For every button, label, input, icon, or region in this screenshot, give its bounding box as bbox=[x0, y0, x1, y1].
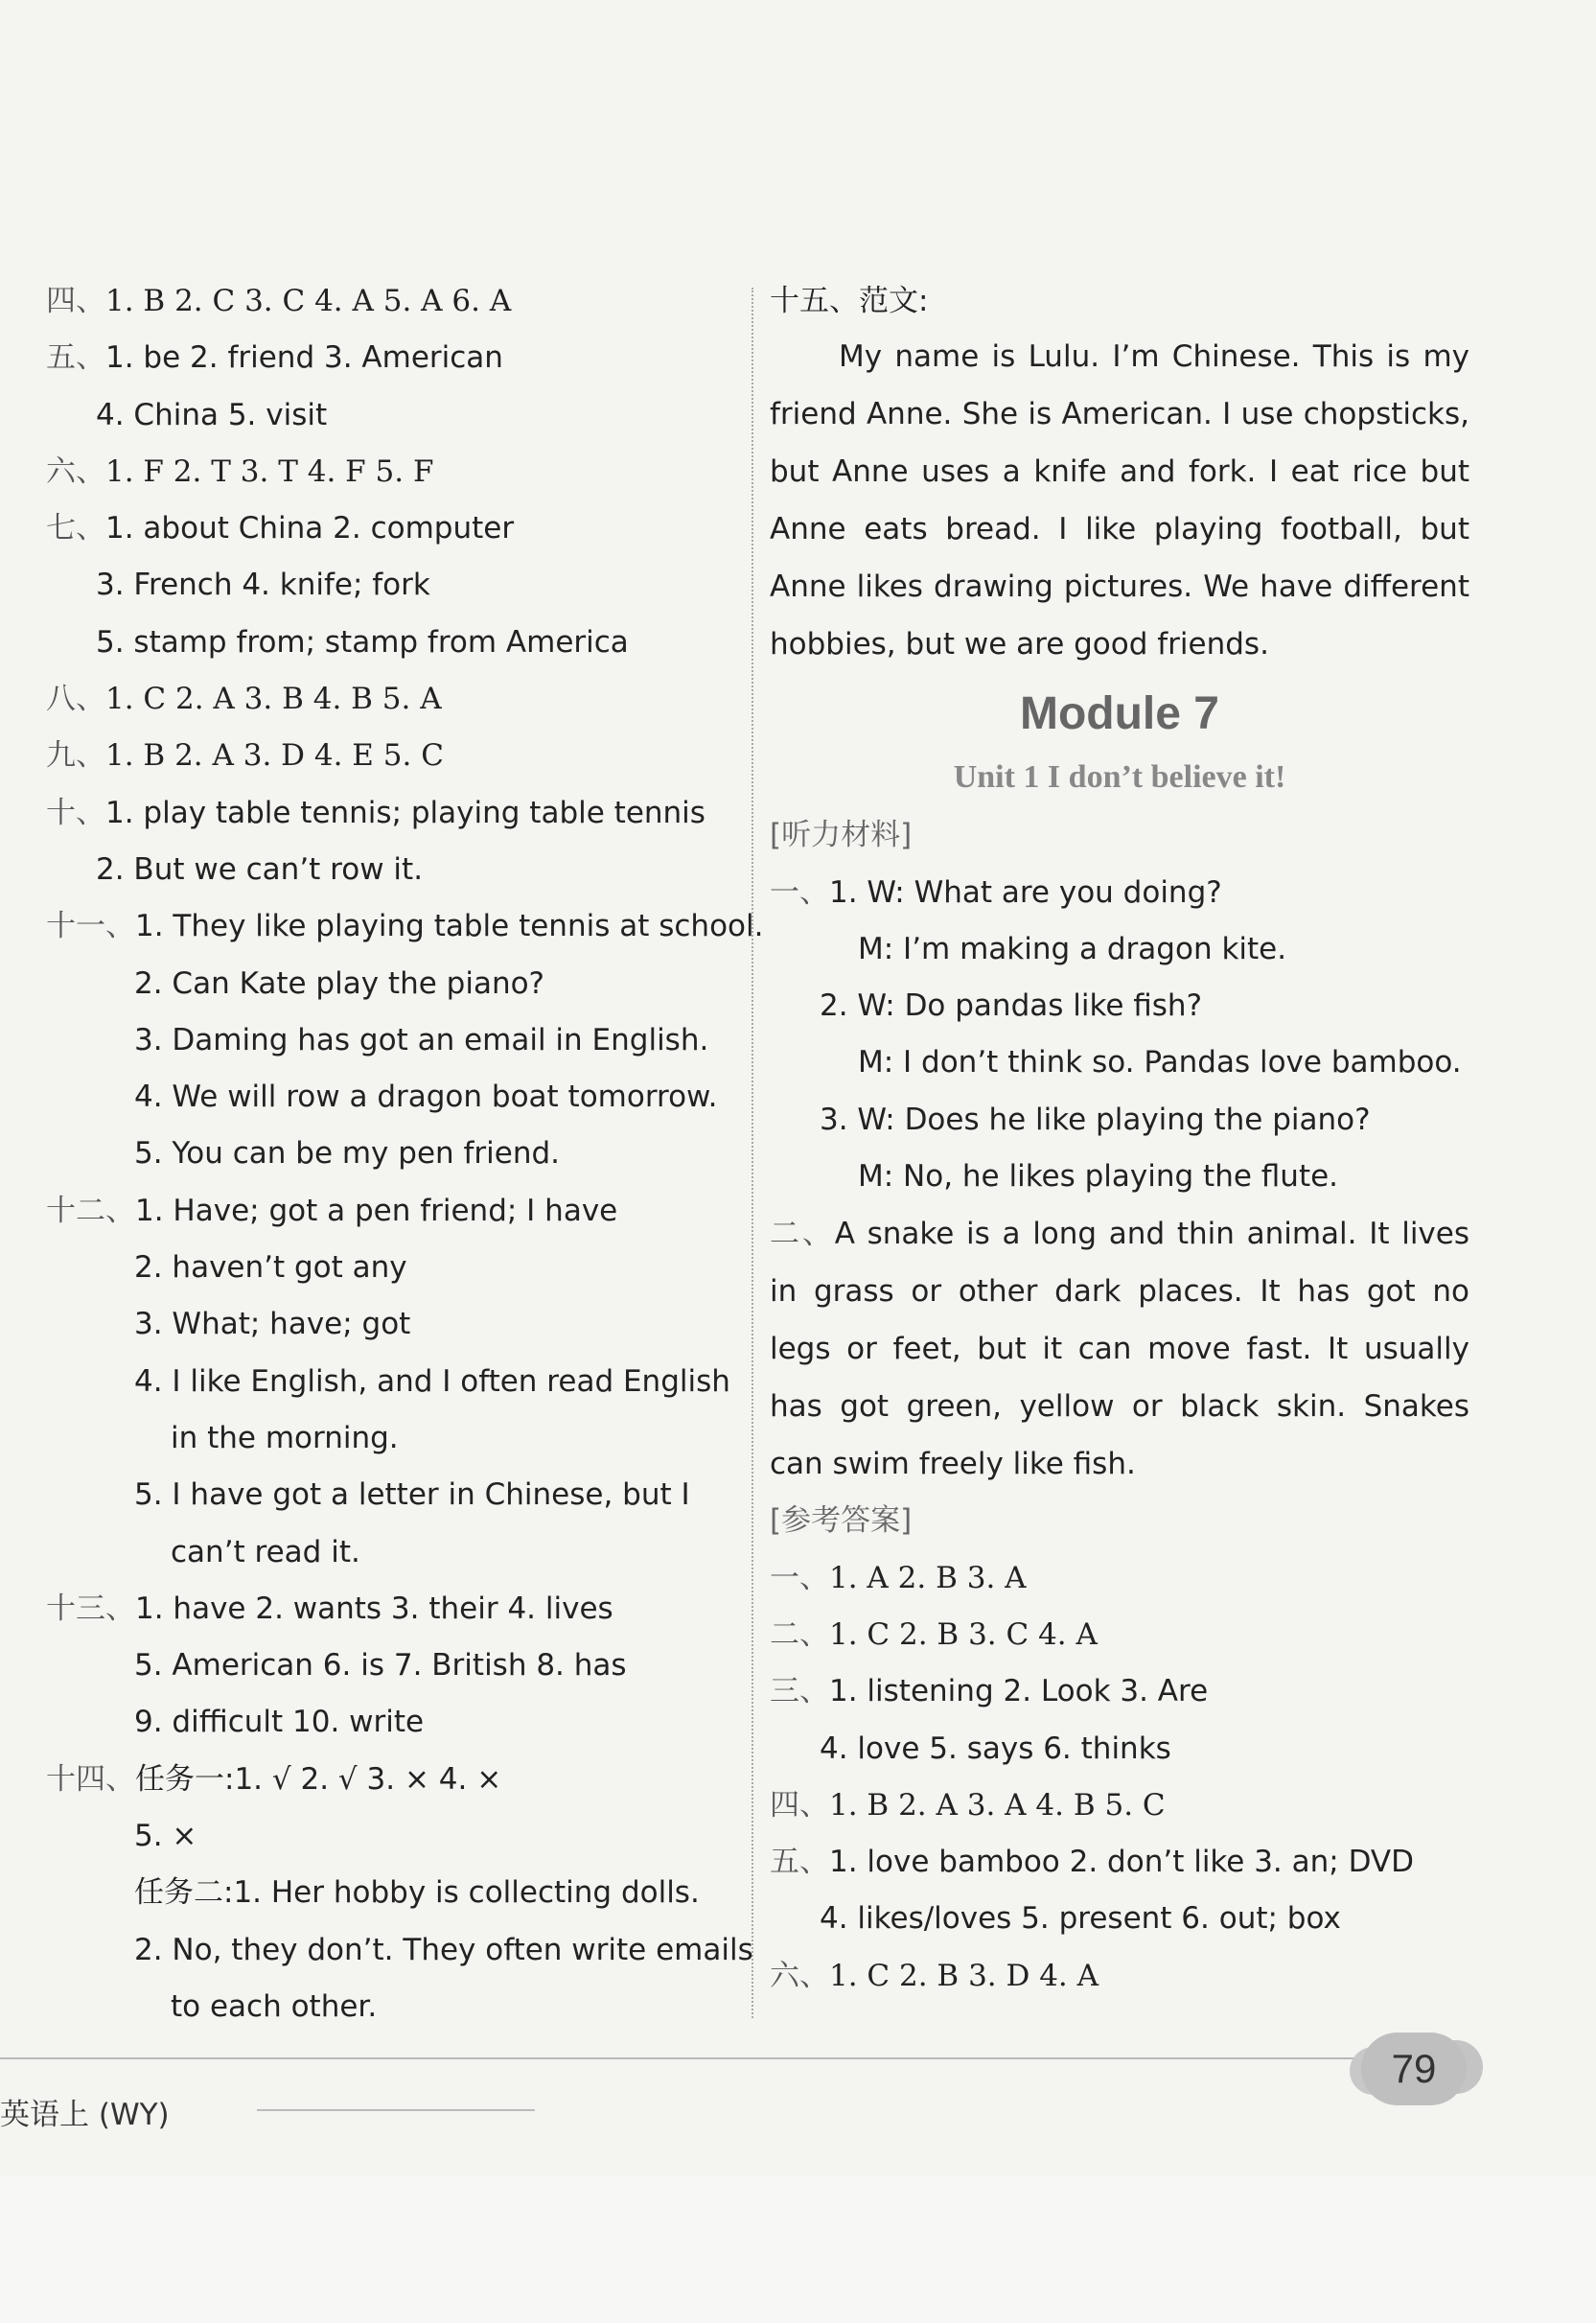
answer-line-text: 4. I like English, and I often read English bbox=[134, 1363, 730, 1399]
answer-line bbox=[46, 1069, 736, 1126]
key-line bbox=[770, 1663, 1469, 1720]
answer-line bbox=[46, 330, 736, 386]
column-divider bbox=[752, 288, 753, 2018]
right-column bbox=[770, 273, 1469, 2005]
answer-line bbox=[46, 1524, 736, 1581]
answer-line-text: 1. have 2. wants 3. their 4. lives bbox=[135, 1591, 613, 1626]
answer-line-label: 四、 bbox=[46, 284, 105, 318]
key-line-text: 1. B 2. A 3. A 4. B 5. C bbox=[829, 1787, 1166, 1823]
key-line-text: 1. listening 2. Look 3. Are bbox=[829, 1674, 1209, 1709]
listening-line-text: 2. W: Do pandas like fish? bbox=[820, 988, 1203, 1024]
answer-line-text: 任务二:1. Her hobby is collecting dolls. bbox=[134, 1875, 700, 1911]
answer-line-label: 七、 bbox=[46, 511, 105, 546]
answer-line-label: 十二、 bbox=[46, 1193, 135, 1228]
answer-line bbox=[46, 1410, 736, 1467]
answer-line-text: 2. No, they don’t. They often write emails bbox=[134, 1932, 753, 1967]
answer-line-label: 八、 bbox=[46, 682, 105, 717]
listening-line bbox=[770, 865, 1469, 921]
key-line-label: 五、 bbox=[770, 1845, 829, 1880]
listening-line-text: M: I’m making a dragon kite. bbox=[858, 931, 1287, 966]
answer-line bbox=[46, 1865, 736, 1921]
answer-line bbox=[46, 842, 736, 898]
key-line-text: 1. love bamboo 2. don’t like 3. an; DVD bbox=[829, 1845, 1414, 1880]
answer-line-text: 1. B 2. A 3. D 4. E 5. C bbox=[105, 738, 444, 774]
key-line bbox=[770, 1834, 1469, 1891]
footer-book-label: 英语上 (WY) bbox=[0, 2098, 170, 2132]
listening-line bbox=[770, 1092, 1469, 1149]
answer-line-text: 1. about China 2. computer bbox=[105, 511, 515, 546]
key-line bbox=[770, 1550, 1469, 1607]
essay-label: 十五、范文: bbox=[770, 284, 929, 318]
key-line-label: 一、 bbox=[770, 1560, 829, 1595]
answer-line bbox=[46, 615, 736, 671]
answer-line-text: to each other. bbox=[171, 1988, 378, 2024]
answer-line bbox=[46, 1354, 736, 1410]
answer-line bbox=[46, 956, 736, 1012]
answer-line bbox=[46, 273, 736, 330]
answer-line-text: 5. × bbox=[134, 1819, 197, 1854]
answers-list bbox=[770, 1550, 1469, 2005]
answer-line-label: 九、 bbox=[46, 738, 105, 774]
answer-line bbox=[46, 898, 764, 955]
listening-line-text: M: I don’t think so. Pandas love bamboo. bbox=[858, 1045, 1462, 1080]
listening-line bbox=[770, 921, 1469, 978]
answer-line bbox=[46, 1183, 736, 1240]
key-line bbox=[770, 1777, 1469, 1834]
answer-line bbox=[46, 1467, 736, 1523]
essay-paragraph bbox=[770, 328, 1469, 673]
answer-line-text: 5. stamp from; stamp from America bbox=[96, 624, 629, 660]
key-line-text: 1. C 2. B 3. D 4. A bbox=[829, 1958, 1099, 1993]
answers-label: [参考答案] bbox=[770, 1503, 913, 1539]
snake-label: 二、 bbox=[770, 1217, 835, 1252]
listening-line-label: 一、 bbox=[770, 874, 829, 910]
answer-line bbox=[46, 671, 736, 728]
answer-line-text: 1. C 2. A 3. B 4. B 5. A bbox=[105, 682, 442, 717]
key-line bbox=[770, 1721, 1469, 1777]
key-line bbox=[770, 1948, 1469, 2005]
key-line bbox=[770, 1891, 1469, 1947]
answer-line-label: 十一、 bbox=[46, 909, 135, 944]
answer-line bbox=[46, 1979, 736, 2035]
answer-line-text: 3. French 4. knife; fork bbox=[96, 568, 430, 603]
unit-title: Unit 1 I don’t believe it! bbox=[953, 759, 1286, 796]
key-line-text: 1. A 2. B 3. A bbox=[829, 1560, 1027, 1595]
answer-line bbox=[46, 1012, 736, 1069]
listening-label: [听力材料] bbox=[770, 818, 913, 853]
key-line-label: 二、 bbox=[770, 1616, 829, 1652]
answer-line bbox=[46, 1126, 736, 1182]
answer-line bbox=[46, 728, 736, 784]
listening-line bbox=[770, 1034, 1469, 1091]
answer-line-text: 1. play table tennis; playing table tennis bbox=[105, 795, 705, 830]
listening-line bbox=[770, 1149, 1469, 1205]
answer-line-label: 六、 bbox=[46, 453, 105, 489]
answer-line-text: 任务一:1. √ 2. √ 3. × 4. × bbox=[135, 1761, 502, 1797]
answer-line-text: 2. haven’t got any bbox=[134, 1250, 407, 1286]
answer-line bbox=[46, 387, 736, 444]
answer-line-text: 3. What; have; got bbox=[134, 1307, 411, 1342]
left-column bbox=[46, 273, 764, 2035]
answer-line bbox=[46, 500, 736, 557]
answer-line bbox=[46, 785, 736, 842]
answer-line bbox=[46, 1581, 736, 1638]
answer-line-text: 3. Daming has got an email in English. bbox=[134, 1022, 709, 1057]
answer-line-text: 9. difficult 10. write bbox=[134, 1705, 425, 1740]
answer-line bbox=[46, 1240, 736, 1296]
answer-line-text: 5. You can be my pen friend. bbox=[134, 1136, 561, 1172]
answer-line-text: 2. Can Kate play the piano? bbox=[134, 965, 545, 1001]
answer-line-text: 4. We will row a dragon boat tomorrow. bbox=[134, 1080, 718, 1115]
module-title: Module 7 bbox=[1019, 688, 1219, 740]
answer-line bbox=[46, 1638, 736, 1694]
answer-line-text: 4. China 5. visit bbox=[96, 397, 328, 432]
page-number: 79 bbox=[1361, 2033, 1467, 2105]
key-line-text: 1. C 2. B 3. C 4. A bbox=[829, 1616, 1098, 1652]
answer-line bbox=[46, 1808, 736, 1865]
key-line-text: 4. likes/loves 5. present 6. out; box bbox=[820, 1901, 1341, 1937]
key-line-label: 六、 bbox=[770, 1958, 829, 1993]
answer-line bbox=[46, 444, 736, 500]
answer-line-text: 1. be 2. friend 3. American bbox=[105, 340, 503, 376]
answer-line-label: 十三、 bbox=[46, 1591, 135, 1626]
essay-text: My name is Lulu. I’m Chinese. This is my friend Anne. She is American. I use chopsticks, but Anne uses a knife and fork. I eat rice but Anne eats bread. I like playing football, but Anne likes drawing pictures. We have different hobbies, but we are good friends. bbox=[770, 339, 1469, 662]
answer-line-label: 十四、 bbox=[46, 1761, 135, 1797]
answer-line bbox=[46, 557, 736, 614]
snake-paragraph bbox=[770, 1205, 1469, 1493]
answer-line-label: 十、 bbox=[46, 795, 105, 830]
snake-text: A snake is a long and thin animal. It lives in grass or other dark places. It has got no legs or feet, but it can move fast. It usually has got green, yellow or black skin. Snakes can swim freely like fish. bbox=[770, 1217, 1470, 1482]
answer-line-text: 1. They like playing table tennis at school. bbox=[135, 909, 764, 944]
answer-line-text: 2. But we can’t row it. bbox=[96, 851, 424, 887]
footer-underline bbox=[257, 2109, 535, 2111]
listening-list bbox=[770, 865, 1469, 1206]
key-line-text: 4. love 5. says 6. thinks bbox=[820, 1731, 1171, 1766]
answer-line-text: 1. F 2. T 3. T 4. F 5. F bbox=[105, 453, 434, 489]
key-line-label: 四、 bbox=[770, 1787, 829, 1823]
answer-line bbox=[46, 1694, 736, 1751]
answer-line-text: in the morning. bbox=[171, 1420, 399, 1455]
answer-line bbox=[46, 1922, 753, 1979]
answer-line-text: 1. Have; got a pen friend; I have bbox=[135, 1193, 618, 1228]
answer-line bbox=[46, 1752, 736, 1808]
answer-line-text: 5. I have got a letter in Chinese, but I bbox=[134, 1477, 690, 1513]
footer-rule bbox=[0, 2057, 1385, 2059]
key-line-label: 三、 bbox=[770, 1674, 829, 1709]
listening-line-text: M: No, he likes playing the flute. bbox=[858, 1159, 1339, 1195]
answer-line-text: can’t read it. bbox=[171, 1534, 360, 1569]
key-line bbox=[770, 1607, 1469, 1663]
answer-line-label: 五、 bbox=[46, 340, 105, 376]
answer-line-text: 5. American 6. is 7. British 8. has bbox=[134, 1648, 627, 1684]
listening-line-text: 1. W: What are you doing? bbox=[829, 874, 1222, 910]
answer-line bbox=[46, 1296, 736, 1353]
listening-line bbox=[770, 978, 1469, 1034]
listening-line-text: 3. W: Does he like playing the piano? bbox=[820, 1102, 1371, 1137]
answer-line-text: 1. B 2. C 3. C 4. A 5. A 6. A bbox=[105, 284, 512, 318]
